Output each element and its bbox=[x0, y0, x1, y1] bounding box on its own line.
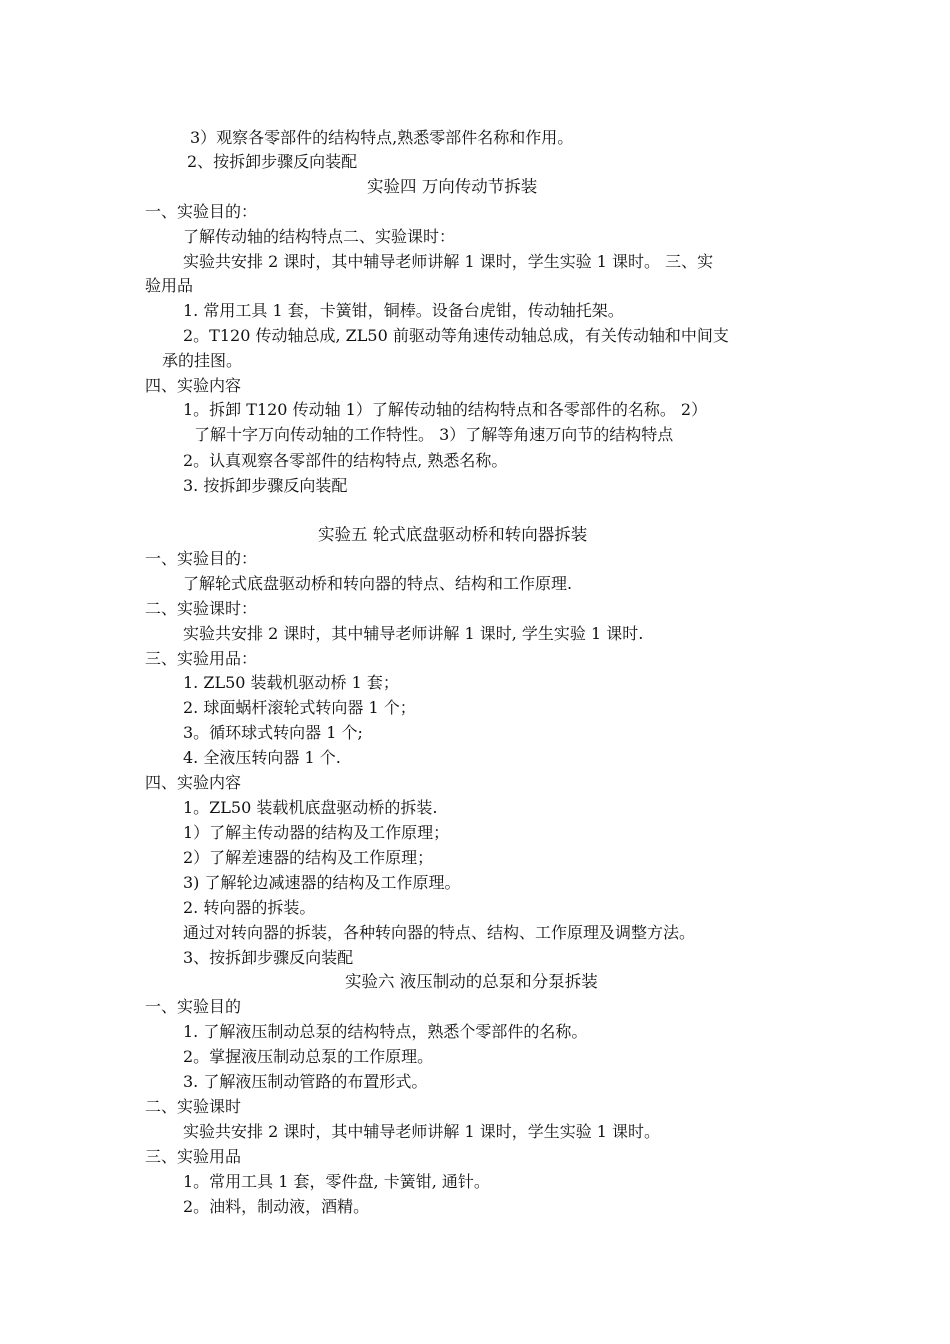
text-line: 了解传动轴的结构特点二、实验课时： bbox=[183, 227, 456, 246]
text-line: 通过对转向器的拆装，各种转向器的特点、结构、工作原理及调整方法。 bbox=[183, 923, 696, 942]
text-line: 2。掌握液压制动总泵的工作原理。 bbox=[183, 1047, 434, 1066]
section-heading: 一、实验目的 bbox=[145, 997, 242, 1016]
text-line: 验用品 bbox=[145, 276, 194, 295]
text-line: 实验共安排 2 课时，其中辅导老师讲解 1 课时，学生实验 1 课时。 三、实 bbox=[183, 252, 714, 271]
text-line: 4. 全液压转向器 1 个. bbox=[183, 748, 341, 767]
text-line: 3。循环球式转向器 1 个; bbox=[183, 723, 363, 742]
text-line: 了解轮式底盘驱动桥和转向器的特点、结构和工作原理. bbox=[183, 574, 573, 593]
text-line: 2、按拆卸步骤反向装配 bbox=[187, 152, 358, 171]
text-line: 3. 了解液压制动管路的布置形式。 bbox=[183, 1072, 428, 1091]
text-line: 1. 了解液压制动总泵的结构特点，熟悉个零部件的名称。 bbox=[183, 1022, 588, 1041]
section-heading: 一、实验目的： bbox=[145, 549, 258, 568]
text-line: 1）了解主传动器的结构及工作原理； bbox=[183, 823, 450, 842]
text-line: 2. 转向器的拆装。 bbox=[183, 898, 316, 917]
text-line: 1。常用工具 1 套，零件盘, 卡簧钳, 通针。 bbox=[183, 1172, 490, 1191]
section-heading: 一、实验目的： bbox=[145, 202, 258, 221]
section-title: 实验六 液压制动的总泵和分泵拆装 bbox=[345, 972, 598, 991]
text-line: 了解十字万向传动轴的工作特性。 3）了解等角速万向节的结构特点 bbox=[194, 425, 674, 444]
section-heading: 四、实验内容 bbox=[145, 773, 242, 792]
section-heading: 二、实验课时： bbox=[145, 599, 258, 618]
text-line: 1. 常用工具 1 套，卡簧钳，铜棒。设备台虎钳，传动轴托架。 bbox=[183, 301, 624, 320]
section-heading: 四、实验内容 bbox=[145, 376, 242, 395]
text-line: 承的挂图。 bbox=[162, 351, 243, 370]
text-line: 2。认真观察各零部件的结构特点, 熟悉名称。 bbox=[183, 451, 508, 470]
section-heading: 二、实验课时 bbox=[145, 1097, 242, 1116]
text-line: 2）了解差速器的结构及工作原理； bbox=[183, 848, 434, 867]
text-line: 2。T120 传动轴总成, ZL50 前驱动等角速传动轴总成，有关传动轴和中间支 bbox=[183, 326, 729, 345]
text-line: 3) 了解轮边减速器的结构及工作原理。 bbox=[183, 873, 461, 892]
text-line: 2. 球面蜗杆滚轮式转向器 1 个； bbox=[183, 698, 416, 717]
text-line: 3）观察各零部件的结构特点,熟悉零部件名称和作用。 bbox=[190, 128, 574, 147]
text-line: 2。油料，制动液，酒精。 bbox=[183, 1197, 370, 1216]
section-heading: 三、实验用品 bbox=[145, 1147, 242, 1166]
text-line: 1. ZL50 装载机驱动桥 1 套； bbox=[183, 673, 399, 692]
text-line: 实验共安排 2 课时，其中辅导老师讲解 1 课时，学生实验 1 课时。 bbox=[183, 1122, 661, 1141]
text-line: 1。拆卸 T120 传动轴 1）了解传动轴的结构特点和各零部件的名称。 2） bbox=[183, 400, 708, 419]
section-title: 实验四 万向传动节拆装 bbox=[367, 177, 538, 196]
text-line: 1。ZL50 装载机底盘驱动桥的拆装. bbox=[183, 798, 438, 817]
text-line: 3. 按拆卸步骤反向装配 bbox=[183, 476, 348, 495]
section-title: 实验五 轮式底盘驱动桥和转向器拆装 bbox=[318, 525, 588, 544]
text-line: 实验共安排 2 课时，其中辅导老师讲解 1 课时, 学生实验 1 课时. bbox=[183, 624, 644, 643]
section-heading: 三、实验用品： bbox=[145, 649, 258, 668]
text-line: 3、按拆卸步骤反向装配 bbox=[183, 948, 354, 967]
